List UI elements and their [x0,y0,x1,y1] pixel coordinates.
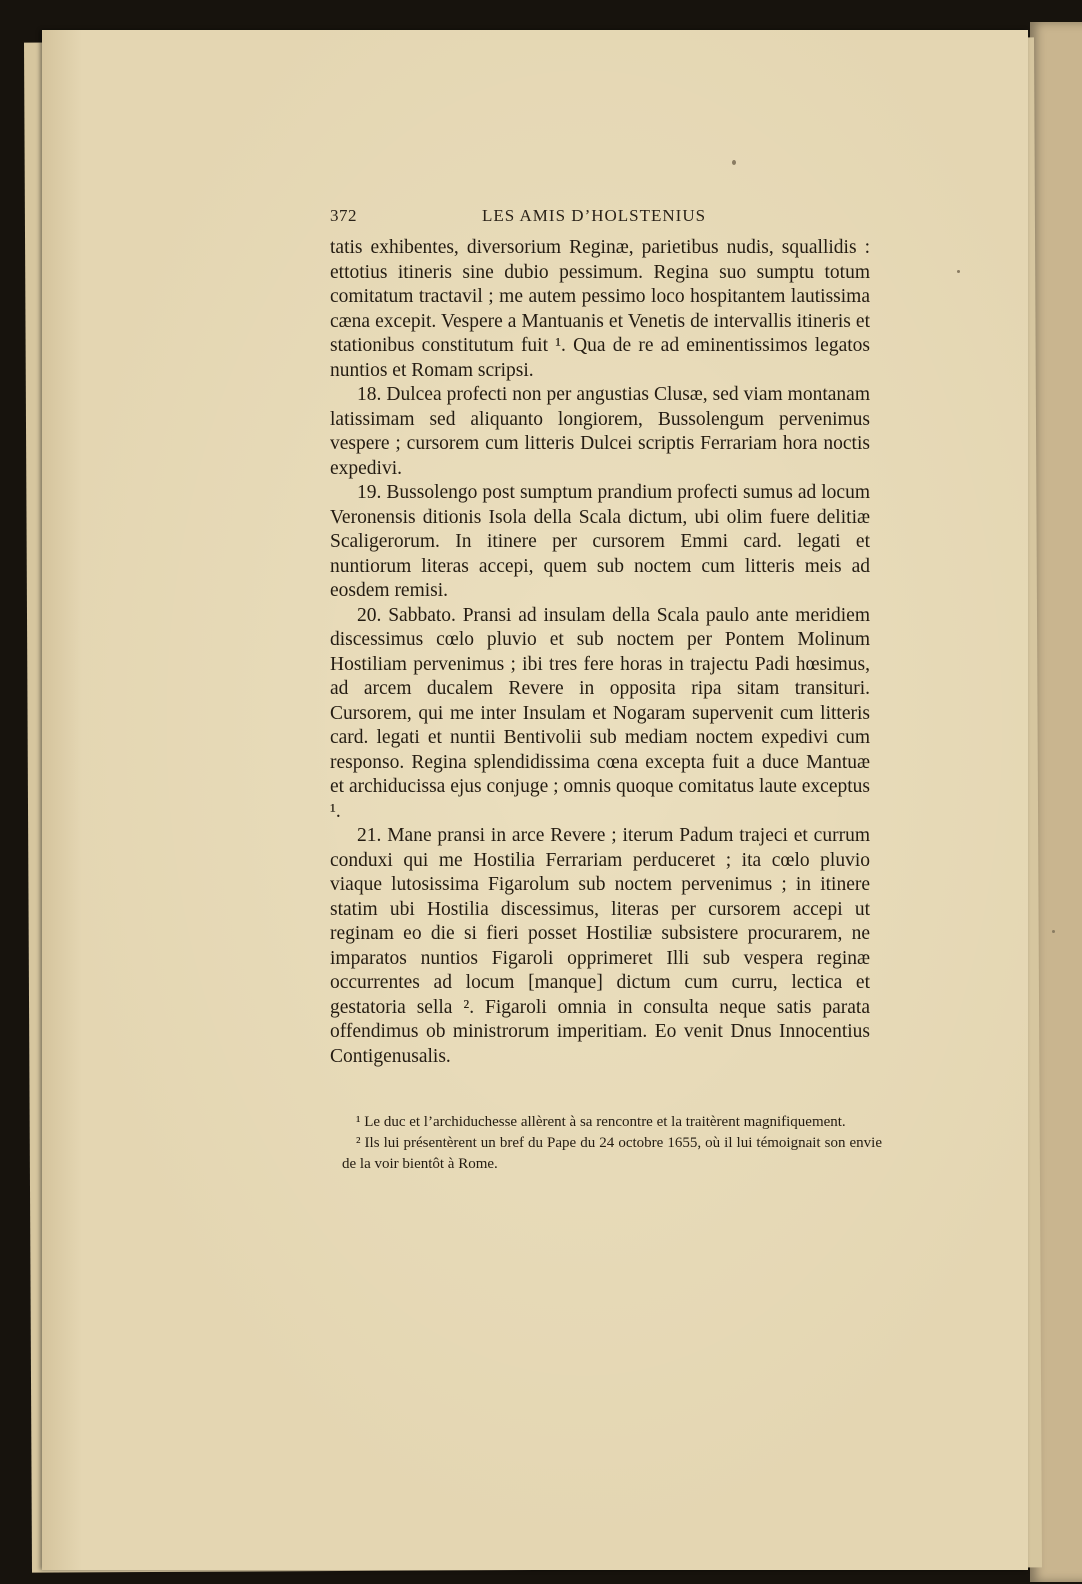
paragraph-20: 20. Sabbato. Pransi ad insulam della Scala paulo ante meridiem discessimus cœlo pluvio et sub noctem per Pontem Molinum Hostiliam pervenimus ; ibi tres fere horas in trajectu Padi hœsimus, ad arcem ducalem Revere in opposita ripa sitam transituri. Cursorem, qui me inter Insulam et Nogaram supervenit cum litteris card. legati et nuntii Bentivolii sub mediam noctem expedivi cum responso. Regina splendidissima cœna excepta fuit a duce Mantuæ et archiducissa ejus conjuge ; omnis quoque comitatus laute exceptus ¹. [330,604,870,822]
paragraph-continued: tatis exhibentes, diversorium Reginæ, parietibus nudis, squallidis : ettotius itineris sine dubio pessimum. Regina suo sumptu totum comitatum tractavil ; me autem pessimo loco hospitantem lautissima cæna excepit. Vespere a Mantuanis et Venetis de intervallis itineris et stationibus constitutum fuit ¹. Qua de re ad eminentissimos legatos nuntios et Romam scripsi. [330,237,870,381]
page-number: 372 [330,206,357,225]
running-header [330,206,880,230]
paper-speck [957,270,960,273]
paper-speck [1052,930,1055,933]
body-text [330,236,870,1069]
paper-speck [732,160,736,165]
running-title: LES AMIS D’HOLSTENIUS [482,206,707,225]
footnote-1: ¹ Le duc et l’archiduchesse allèrent à sa rencontre et la traitèrent magnifiquement. [356,1114,846,1130]
paragraph-19: 19. Bussolengo post sumptum prandium profecti sumus ad locum Veronensis ditionis Isola della Scala dictum, ubi olim fuere delitiæ Scaligerorum. In itinere per cursorem Emmi card. legati et nuntiorum literas accepi, quem sub noctem cum litteris meis ad eosdem remisi. [330,482,870,601]
paragraph-18: 18. Dulcea profecti non per angustias Clusæ, sed viam montanam latissimam sed aliquanto longiorem, Bussolengum pervenimus vespere ; cursorem cum litteris Dulcei scriptis Ferrariam hora noctis expedivi. [330,384,870,479]
footnotes [342,1112,882,1175]
paragraph-21: 21. Mane pransi in arce Revere ; iterum Padum trajeci et currum conduxi qui me Hostilia Ferrariam perduceret ; ita cœlo pluvio viaque lutosissima Figarolum sub noctem pervenimus ; in itinere statim ubi Hostilia discessimus, literas per cursorem accepi ut reginam eo die si fieri posset Hostiliæ subsistere procurarem, ne imparatos nuntios Figaroli opprimeret Illi sub vespera reginæ occurrentes ad locum [manque] dictum cum curru, lectica et gestatoria sella ². Figaroli omnia in consulta neque satis parata offendimus ob ministrorum imperitiam. Eo venit Dnus Innocentius Contigenusalis. [330,825,870,1067]
footnote-2: ² Ils lui présentèrent un bref du Pape du 24 octobre 1655, où il lui témoignait son envie de la voir bientôt à Rome. [342,1135,882,1172]
